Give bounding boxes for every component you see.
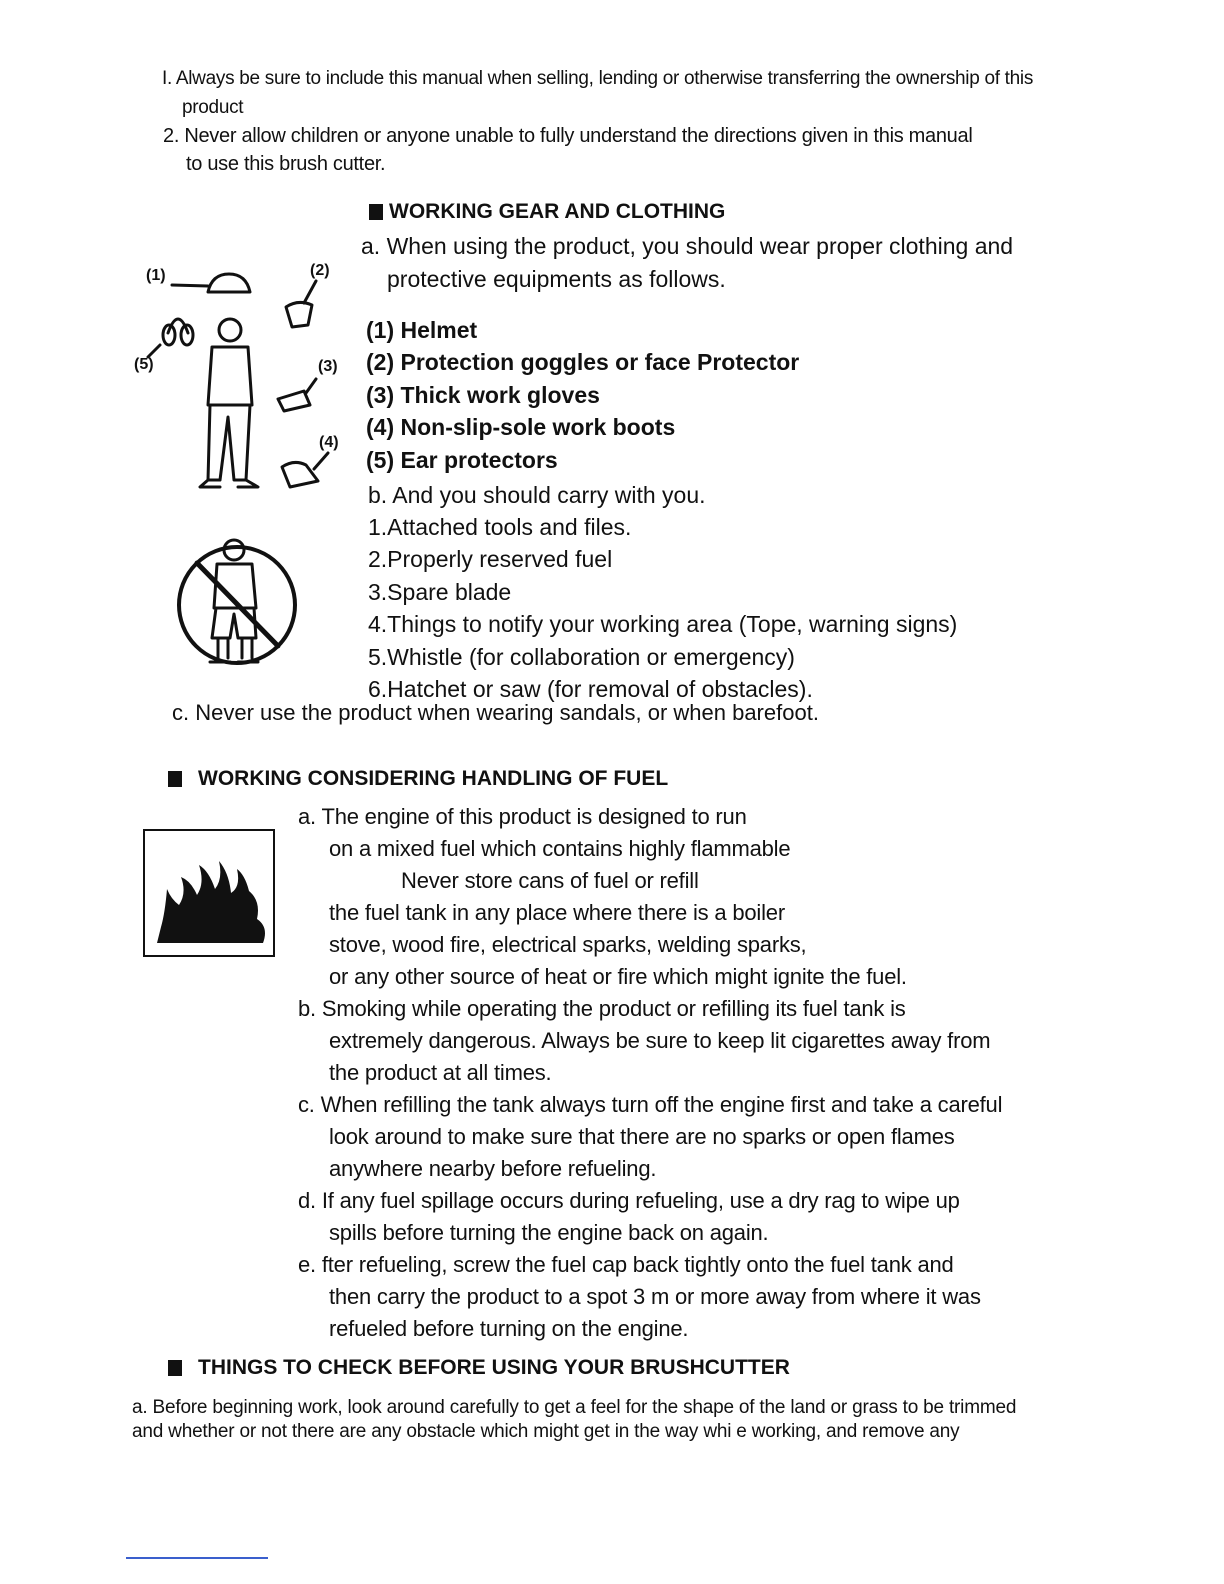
intro-line-1: I. Always be sure to include this manual when selling, lending or otherwise transferring the ownership of this bbox=[162, 68, 1034, 89]
fuel-line-8: extremely dangerous. Always be sure to keep lit cigarettes away from bbox=[329, 1028, 991, 1053]
helmet-icon bbox=[172, 274, 250, 292]
gear-item-helmet: (1) Helmet bbox=[366, 317, 478, 343]
fuel-line-10: c. When refilling the tank always turn off the engine first and take a careful bbox=[298, 1092, 1003, 1117]
fuel-line-7: b. Smoking while operating the product or refilling its fuel tank is bbox=[298, 996, 906, 1021]
fuel-section-title bbox=[168, 767, 668, 791]
fuel-title-text: WORKING CONSIDERING HANDLING OF FUEL bbox=[198, 767, 669, 790]
figure-label-1: (1) bbox=[146, 267, 166, 284]
gear-item-boots: (4) Non-slip-sole work boots bbox=[366, 414, 676, 440]
fuel-line-2: on a mixed fuel which contains highly flammable bbox=[329, 836, 791, 861]
carry-item-4: 4.Things to notify your working area (Tope, warning signs) bbox=[368, 611, 958, 637]
gear-c-line: c. Never use the product when wearing sandals, or when barefoot. bbox=[172, 700, 819, 725]
face-shield-icon bbox=[286, 281, 316, 327]
ear-protectors-icon bbox=[148, 319, 193, 357]
fuel-line-9: the product at all times. bbox=[329, 1060, 552, 1085]
gear-item-ear-protectors: (5) Ear protectors bbox=[366, 447, 558, 473]
intro-line-2-cont: to use this brush cutter. bbox=[186, 153, 386, 175]
fuel-line-4: the fuel tank in any place where there is a boiler bbox=[329, 900, 785, 925]
boots-icon bbox=[282, 453, 328, 487]
fuel-line-3: Never store cans of fuel or refill bbox=[401, 868, 699, 893]
figure-label-4: (4) bbox=[319, 434, 339, 451]
flame-icon bbox=[145, 831, 273, 955]
check-section-title bbox=[168, 1356, 790, 1380]
no-sandals-illustration bbox=[172, 530, 302, 670]
check-title-text: THINGS TO CHECK BEFORE USING YOUR BRUSHCUTTER bbox=[198, 1356, 790, 1379]
bullet-square-icon bbox=[168, 1360, 182, 1376]
gloves-icon bbox=[278, 379, 316, 411]
intro-line-2: 2. Never allow children or anyone unable to fully understand the directions given in this manual bbox=[163, 125, 973, 147]
flame-warning-box bbox=[143, 829, 275, 957]
fuel-line-5: stove, wood fire, electrical sparks, welding sparks, bbox=[329, 932, 807, 957]
fuel-line-17: refueled before turning on the engine. bbox=[329, 1316, 689, 1341]
gear-item-goggles: (2) Protection goggles or face Protector bbox=[366, 349, 800, 375]
gear-a-line-2: protective equipments as follows. bbox=[387, 266, 726, 292]
gear-title-text: WORKING GEAR AND CLOTHING bbox=[389, 200, 726, 223]
worker-figure-icon bbox=[200, 319, 258, 487]
gear-item-gloves: (3) Thick work gloves bbox=[366, 382, 600, 408]
protective-gear-illustration bbox=[128, 255, 358, 500]
gear-a-line-1: a. When using the product, you should wear proper clothing and bbox=[361, 233, 1014, 259]
check-line-2: and whether or not there are any obstacle which might get in the way whi e working, and remove any bbox=[132, 1421, 960, 1442]
fuel-line-16: then carry the product to a spot 3 m or more away from where it was bbox=[329, 1284, 981, 1309]
fuel-line-6: or any other source of heat or fire which might ignite the fuel. bbox=[329, 964, 907, 989]
footer-divider bbox=[126, 1557, 268, 1559]
bullet-square-icon bbox=[369, 204, 383, 220]
gear-b-line: b. And you should carry with you. bbox=[368, 482, 706, 508]
carry-item-2: 2.Properly reserved fuel bbox=[368, 546, 613, 572]
figure-label-3: (3) bbox=[318, 358, 338, 375]
gear-section-title bbox=[369, 200, 725, 224]
carry-item-1: 1.Attached tools and files. bbox=[368, 514, 632, 540]
fuel-line-13: d. If any fuel spillage occurs during refueling, use a dry rag to wipe up bbox=[298, 1188, 960, 1213]
carry-item-6: 6.Hatchet or saw (for removal of obstacles). bbox=[368, 676, 813, 702]
figure-label-2: (2) bbox=[310, 262, 330, 279]
check-line-1: a. Before beginning work, look around carefully to get a feel for the shape of the land or grass to be trimmed bbox=[132, 1397, 1017, 1418]
fuel-line-1: a. The engine of this product is designed to run bbox=[298, 804, 747, 829]
fuel-line-12: anywhere nearby before refueling. bbox=[329, 1156, 657, 1181]
fuel-line-14: spills before turning the engine back on again. bbox=[329, 1220, 769, 1245]
figure-label-5: (5) bbox=[134, 356, 154, 373]
intro-line-1-cont: product bbox=[182, 97, 244, 118]
fuel-line-11: look around to make sure that there are no sparks or open flames bbox=[329, 1124, 955, 1149]
fuel-line-15: e. fter refueling, screw the fuel cap back tightly onto the fuel tank and bbox=[298, 1252, 954, 1277]
carry-item-5: 5.Whistle (for collaboration or emergency) bbox=[368, 644, 795, 670]
bullet-square-icon bbox=[168, 771, 182, 787]
carry-item-3: 3.Spare blade bbox=[368, 579, 512, 605]
